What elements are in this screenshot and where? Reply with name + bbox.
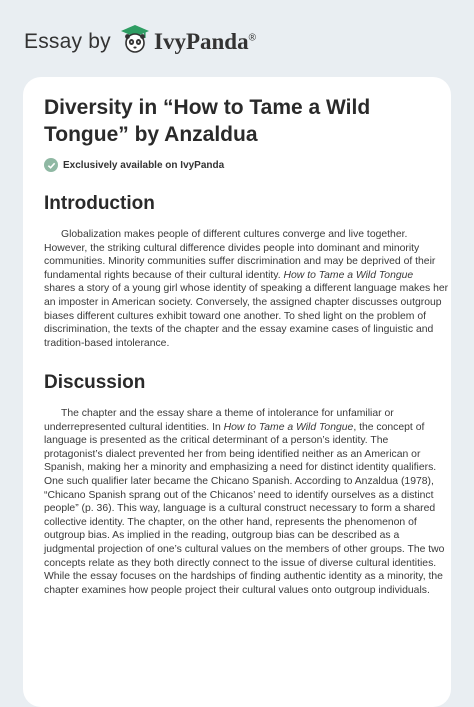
section-heading-discussion: Discussion xyxy=(44,372,146,393)
essay-by-label: Essay by xyxy=(24,30,111,53)
brand-logo-text[interactable]: IvyPanda® xyxy=(154,29,256,54)
panda-graduation-cap-icon[interactable] xyxy=(118,22,152,56)
section-heading-introduction: Introduction xyxy=(44,193,155,214)
introduction-paragraph: Globalization makes people of different cultures converge and live together. However, the striking cultural difference divides people into dominant and minority communities. Minority communities suffer discrimination and may be deprived of their fundamental rights because of their cultural identity. How to Tame a Wild Tongue shares a story of a young girl whose identity of speaking a different language makes her an imposter in American society. Conversely, the assigned chapter discusses outgroup biases different cultures exhibit toward one another. To shed light on the problem of discrimination, the texts of the chapter and the essay examine cases of linguistic and tradition-based intolerance. xyxy=(44,229,449,349)
exclusive-badge-text: Exclusively available on IvyPanda xyxy=(63,159,225,171)
check-circle-icon xyxy=(44,158,58,172)
essay-title: Diversity in “How to Tame a Wild Tongue” by Anzaldua xyxy=(44,96,371,146)
discussion-paragraph: The chapter and the essay share a theme of intolerance for unfamiliar or underrepresented cultural identities. In How to Tame a Wild Tongue, the concept of language is presented as the critical determinant of a person’s identity. The protagonist’s dialect prevented her from being identified neither as an American or Spanish, making her a minority and emphasizing a need for distinct identity qualifiers. One such qualifier later became the Chicano Spanish. According to Anzaldua (1978), “Chicano Spanish sprang out of the Chicanos’ need to identify ourselves as a distinct people” (p. 36). This way, language is a cultural construct necessary to form a shared collective identity. The chapter, on the other hand, represents the phenomenon of outgroup bias. As implied in the reading, outgroup bias can be described as a judgmental projection of one’s cultural values on the members of other groups. The two concepts relate as they both directly connect to the issue of diverse cultural identities. While the essay focuses on the hardships of finding authentic identity as a minority, the chapter examines how people project their cultural values onto outgroup individuals. xyxy=(44,408,445,596)
exclusive-badge xyxy=(44,156,224,174)
site-header xyxy=(0,0,474,80)
